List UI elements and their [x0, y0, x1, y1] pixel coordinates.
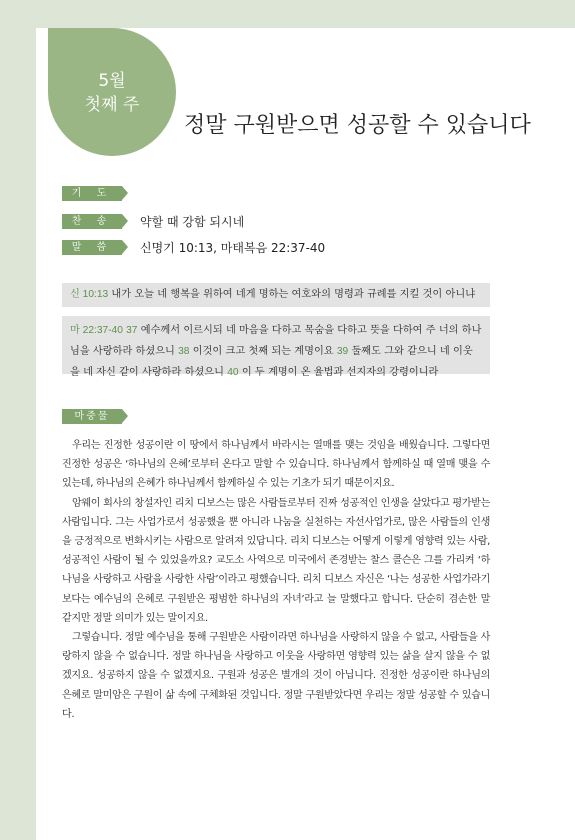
scripture-tag: 말 씀 — [62, 240, 122, 255]
verse-text: 이것이 크고 첫째 되는 계명이요 — [192, 346, 334, 357]
hymn-value: 약할 때 강함 되시네 — [140, 215, 245, 229]
body-text — [62, 436, 490, 724]
badge-month: 5월 — [98, 71, 126, 91]
paragraph: 우리는 진정한 성공이란 이 땅에서 하나님께서 바라시는 열매를 맺는 것임을 배웠습니다. 그렇다면 진정한 성공은 ‘하나님의 은혜’로부터 온다고 말할 수 있습니다. 하나님께서 함께하실 때 열매 맺을 수 있는데, 하나님의 은혜가 하나님께서 함께하실 수 있는 기초가 되기 때문이지요. — [62, 440, 490, 490]
scripture-row — [62, 240, 542, 256]
badge-week: 첫째 주 — [84, 95, 140, 115]
page-title: 정말 구원받으면 성공할 수 있습니다 — [184, 113, 531, 138]
section-label: 마중물 — [62, 409, 122, 424]
hymn-row — [62, 214, 542, 230]
verse-ref: 신 10:13 — [70, 289, 109, 300]
verse-text: 둘째도 그와 같으니 네 이웃을 네 자신 같이 사랑하라 하셨으니 — [70, 346, 473, 378]
verse-text: 이 두 계명이 온 율법과 선지자의 강령이니라 — [241, 367, 439, 378]
verse-box-1 — [62, 283, 490, 307]
verse-text: 내가 오늘 네 행복을 위하여 네게 명하는 여호와의 명령과 규례를 지킬 것이 아니냐 — [111, 289, 476, 300]
verse-ref: 마 22:37-40 — [70, 325, 123, 336]
hymn-tag: 찬 송 — [62, 214, 122, 229]
scripture-value: 신명기 10:13, 마태복음 22:37-40 — [140, 241, 326, 255]
verse-number: 39 — [336, 346, 349, 357]
verse-number: 38 — [178, 346, 190, 357]
paragraph: 그렇습니다. 정말 예수님을 통해 구원받은 사람이라면 하나님을 사랑하지 않을 수 없고, 사람들을 사랑하지 않을 수 없습니다. 정말 하나님을 사랑하고 이웃을 사랑하면 영향력 있는 삶을 살지 않을 수 없겠지요. 성공하지 않을 수 없겠지요. 구원과 성공은 별개의 것이 아닙니다. 진정한 성공이란 하나님의 은혜로 말미암은 구원이 삶 속에 구체화된 것입니다. 정말 구원받았다면 우리는 정말 성공할 수 있습니다. — [62, 632, 490, 720]
week-badge — [48, 28, 176, 156]
prayer-row — [62, 186, 542, 202]
verse-number: 37 — [126, 325, 138, 336]
paragraph: 암웨이 회사의 창설자인 리치 디보스는 많은 사람들로부터 진짜 성공적인 인생을 살았다고 평가받는 사람입니다. 그는 사업가로서 성공했을 뿐 아니라 나눔을 실천하는 자선사업가로, 많은 사람들의 인생을 긍정적으로 변화시키는 사람으로 알려져 있답니다. 리치 디보스는 어떻게 이렇게 영향력 있는 사람, 성공적인 사람이 될 수 있었을까요? 교도소 사역으로 미국에서 존경받는 찰스 콜슨은 그를 가리켜 ‘하나님을 사랑하고 사람을 사랑한 사람’이라고 평했습니다. 리치 디보스 자신은 ‘나는 성공한 사업가라기보다는 예수님의 은혜로 구원받은 평범한 하나님의 자녀’라고 늘 말했다고 합니다. 단순히 겸손한 말 같지만 정말 의미가 있는 말이지요. — [62, 497, 490, 624]
prayer-tag: 기 도 — [62, 186, 122, 201]
verse-text: 예수께서 이르시되 네 마음을 다하고 목숨을 다하고 뜻을 다하여 주 너의 하나님을 사랑하라 하셨으니 — [70, 325, 482, 357]
verse-box-2 — [62, 316, 490, 378]
verse-number: 40 — [227, 367, 239, 378]
